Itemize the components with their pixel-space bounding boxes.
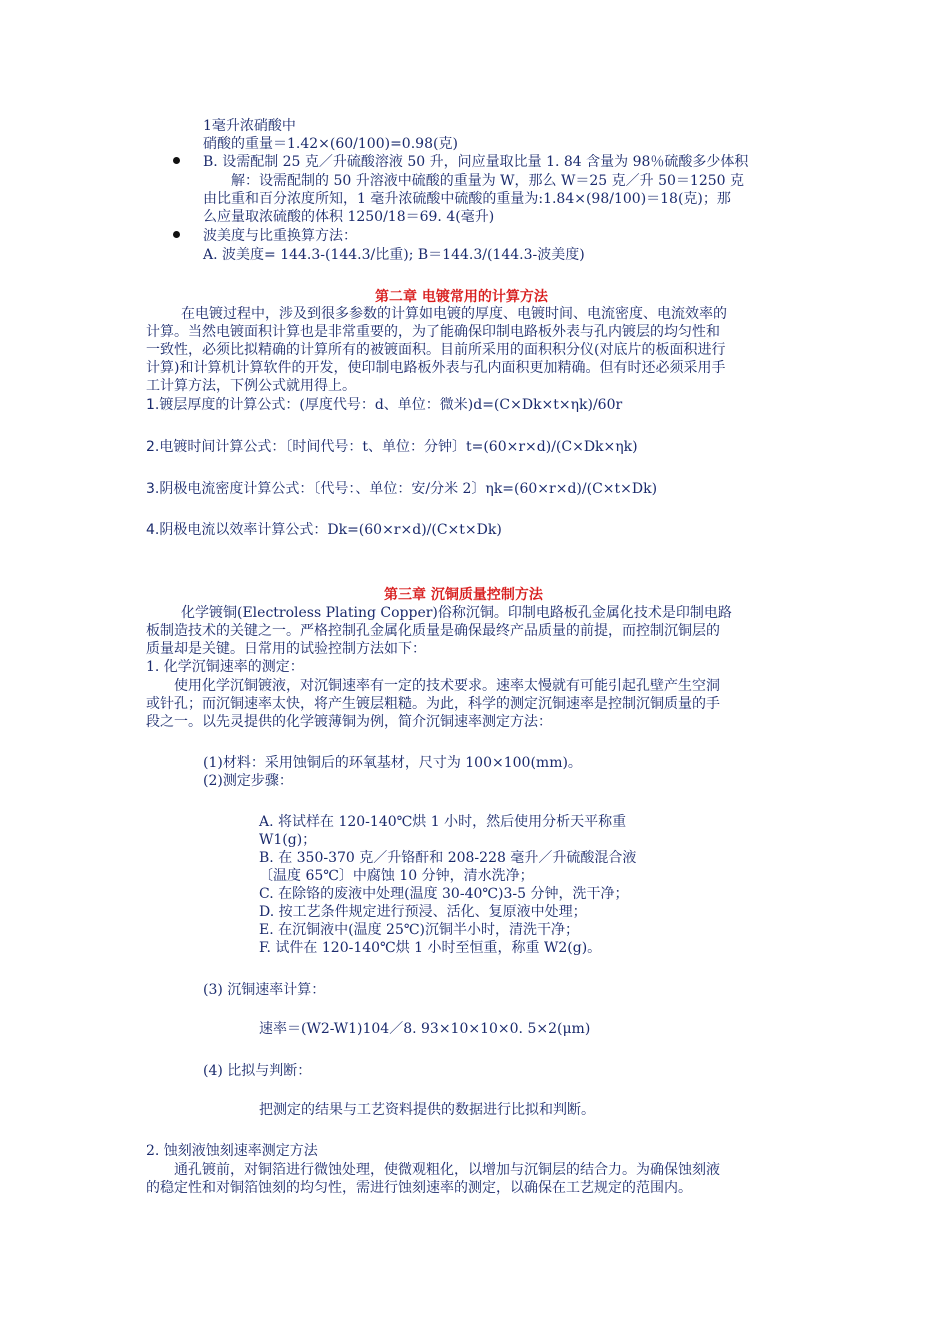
formula-label: 2.电镀时间计算公式：	[146, 439, 286, 455]
formula-label: 3.阴极电流密度计算公式：	[146, 481, 314, 497]
method-item: (4) 比拟与判断：	[203, 1063, 312, 1079]
intro-line: 么应量取浓硫酸的体积 1250/18＝69. 4(毫升)	[203, 209, 495, 225]
formula-text: (厚度代号：d、单位：微米)d=(C×Dk×t×ηk)/60r	[299, 397, 623, 413]
formula-label: 4.阴极电流以效率计算公式：	[146, 522, 328, 538]
paragraph-line: 的稳定性和对铜箔蚀刻的均匀性，需进行蚀刻速率的测定，以确保在工艺规定的范围内。	[146, 1180, 692, 1196]
paragraph-line: 一致性，必须比拟精确的计算所有的被镀面积。目前所采用的面积积分仪(对底片的板面积进行	[146, 342, 726, 358]
chapter-title: 第三章 沉铜质量控制方法	[384, 587, 543, 603]
formula-text: Dk=(60×r×d)/(C×t×Dk)	[327, 522, 502, 538]
intro-line: 硝酸的重量＝1.42×(60/100)=0.98(克)	[203, 136, 458, 152]
formula-item	[146, 438, 638, 456]
step-item: F. 试件在 120-140℃烘 1 小时至恒重，称重 W2(g)。	[259, 940, 602, 956]
formula-line: A. 波美度= 144.3-(144.3/比重); B＝144.3/(144.3-波美度)	[203, 247, 585, 263]
section-heading: 2. 蚀刻液蚀刻速率测定方法	[146, 1143, 318, 1159]
bullet-icon	[173, 157, 180, 164]
bullet-icon	[173, 231, 180, 238]
paragraph-line: 在电镀过程中，涉及到很多参数的计算如电镀的厚度、电镀时间、电流密度、电流效率的	[181, 306, 727, 322]
paragraph-line: 化学镀铜(Electroless Plating Copper)俗称沉铜。印制电路板孔金属化技术是印制电路	[181, 605, 732, 621]
method-item: (1)材料：采用蚀铜后的环氧基材，尺寸为 100×100(mm)。	[203, 755, 582, 771]
intro-line: 1毫升浓硝酸中	[203, 118, 296, 134]
intro-line: 由比重和百分浓度所知，1 毫升浓硫酸中硫酸的重量为:1.84×(98/100)＝18(克)；那	[203, 191, 731, 207]
method-item: (3) 沉铜速率计算：	[203, 982, 326, 998]
method-item: (2)测定步骤：	[203, 773, 293, 789]
paragraph-line: 工计算方法，下例公式就用得上。	[146, 378, 356, 394]
paragraph-line: 计算)和计算机计算软件的开发，使印制电路板外表与孔内面积更加精确。但有时还必须采用手	[146, 360, 726, 376]
step-item: D. 按工艺条件规定进行预浸、活化、复原液中处理；	[259, 904, 587, 920]
bullet-item: B. 设需配制 25 克／升硫酸溶液 50 升，问应量取比量 1. 84 含量为 98％硫酸多少体积	[203, 154, 749, 170]
solution-line: 解：设需配制的 50 升溶液中硫酸的重量为 W，那么 W＝25 克／升 50＝1250 克	[231, 173, 745, 189]
bullet-item: 波美度与比重换算方法：	[203, 228, 357, 244]
step-item: B. 在 350-370 克／升铬酐和 208-228 毫升／升硫酸混合液	[259, 850, 637, 866]
formula-text: 〔时间代号：t、单位：分钟〕t=(60×r×d)/(C×Dk×ηk)	[285, 439, 638, 455]
formula-text: 〔代号：、单位：安/分米 2〕ηk=(60×r×d)/(C×t×Dk)	[313, 481, 658, 497]
paragraph-line: 计算。当然电镀面积计算也是非常重要的，为了能确保印制电路板外表与孔内镀层的均匀性和	[146, 324, 720, 340]
paragraph-line: 板制造技术的关键之一。严格控制孔金属化质量是确保最终产品质量的前提，而控制沉铜层的	[146, 623, 720, 639]
formula-item	[146, 480, 657, 498]
step-item: C. 在除铬的废液中处理(温度 30-40℃)3-5 分钟，洗干净；	[259, 886, 629, 902]
paragraph-line: 或针孔；而沉铜速率太快，将产生镀层粗糙。为此，科学的测定沉铜速率是控制沉铜质量的手	[146, 696, 720, 712]
formula-item	[146, 521, 502, 539]
formula-label: 1.镀层厚度的计算公式：	[146, 397, 300, 413]
chapter-title: 第二章 电镀常用的计算方法	[375, 289, 548, 305]
step-item: E. 在沉铜液中(温度 25℃)沉铜半小时，清洗干净；	[259, 922, 579, 938]
paragraph-line: 段之一。以先灵提供的化学镀薄铜为例，简介沉铜速率测定方法：	[146, 714, 552, 730]
paragraph-line: 通孔镀前，对铜箔进行微蚀处理，使微观粗化，以增加与沉铜层的结合力。为确保蚀刻液	[174, 1162, 720, 1178]
rate-formula: 速率＝(W2-W1)104／8. 93×10×10×0. 5×2(μm)	[259, 1021, 591, 1037]
step-item: 〔温度 65℃〕中腐蚀 10 分钟，清水洗净；	[259, 868, 534, 884]
section-heading: 1. 化学沉铜速率的测定：	[146, 659, 304, 675]
paragraph-line: 使用化学沉铜镀液，对沉铜速率有一定的技术要求。速率太慢就有可能引起孔壁产生空洞	[174, 678, 720, 694]
step-item: A. 将试样在 120-140℃烘 1 小时，然后使用分析天平称重	[259, 814, 627, 830]
formula-item	[146, 396, 622, 414]
paragraph-line: 把测定的结果与工艺资料提供的数据进行比拟和判断。	[259, 1102, 595, 1118]
paragraph-line: 质量却是关键。日常用的试验控制方法如下：	[146, 641, 426, 657]
step-item: W1(g)；	[259, 832, 317, 848]
